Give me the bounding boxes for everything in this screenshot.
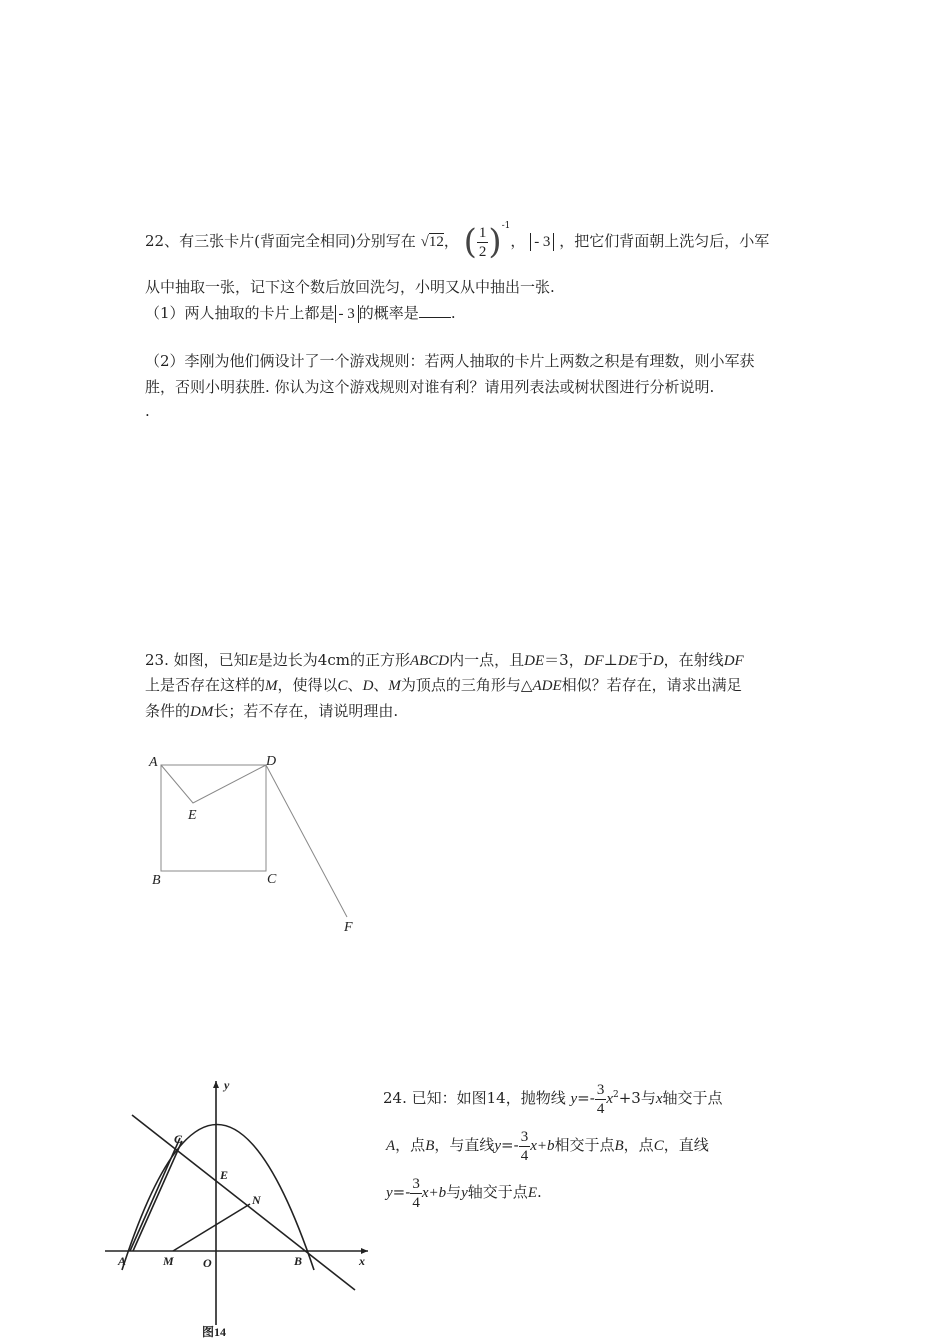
triangle-ade xyxy=(161,765,266,803)
q22-part1: （1）两人抽取的卡片上都是 - 3 的概率是 . xyxy=(145,304,456,322)
label-N: N xyxy=(252,1193,261,1207)
label-E: E xyxy=(188,808,197,823)
q22-part2-line1: （2）李刚为他们俩设计了一个游戏规则：若两人抽取的卡片上两数之积是有理数，则小军获 xyxy=(145,352,755,370)
right-paren: ) xyxy=(488,222,502,262)
label-B: B xyxy=(294,1254,303,1268)
q23-line1: 23. 如图，已知E是边长为4cm的正方形ABCD内一点，且DE＝3，DF⊥DE于D，在射线DF xyxy=(145,651,744,669)
frac-3-4-c: $\frac{3}{4}$ xyxy=(412,1175,420,1211)
fig14-caption: 图14 xyxy=(202,1325,227,1339)
answer-blank[interactable] xyxy=(419,303,451,318)
figure-14 xyxy=(100,1075,380,1343)
label-C: C xyxy=(174,1132,183,1146)
q22-part2-line2: 胜，否则小明获胜. 你认为这个游戏规则对谁有利？请用列表法或树状图进行分析说明. xyxy=(145,378,715,396)
q22-text: 22、有三张卡片(背面完全相同)分别写在 xyxy=(145,232,416,250)
abs-neg-3-p1: - 3 xyxy=(335,305,359,323)
q23-figure xyxy=(140,745,380,945)
frac-3-4-a: $\frac{3}{4}$ xyxy=(596,1081,605,1117)
q22-line1: 22、有三张卡片(背面完全相同)分别写在 √12， ( $\frac{1}{2}$ )$^{-1}$， - 3 ，把它们背面朝上洗匀后，小军 xyxy=(145,221,770,262)
label-C: C xyxy=(267,872,277,887)
label-F: F xyxy=(344,920,353,935)
label-x: x xyxy=(359,1254,365,1268)
label-A: A xyxy=(149,755,158,770)
label-A: A xyxy=(118,1254,127,1268)
line-ac-2 xyxy=(133,1141,182,1251)
left-paren: ( xyxy=(463,222,477,262)
line-ac xyxy=(130,1138,180,1251)
q24-line2: A，点B，与直线y=- $\frac{3}{4}$ x+b相交于点B，点C，直线 xyxy=(386,1128,709,1164)
abs-neg-3: - 3 xyxy=(530,233,554,251)
label-M: M xyxy=(163,1254,174,1268)
q23-line2: 上是否存在这样的M，使得以C、D、M为顶点的三角形与△ADE相似？若存在，请求出满足 xyxy=(145,676,742,694)
q22-text-after: ，把它们背面朝上洗匀后，小军 xyxy=(559,232,770,250)
exponent: -1 xyxy=(501,221,511,231)
q24-line1: 24. 已知：如图14，抛物线 y=- $\frac{3}{4}$ $x^2+3$与x轴交于点 xyxy=(383,1081,723,1117)
frac-half: $\frac{1}{2}$ xyxy=(478,224,487,260)
sqrt-12: √12 xyxy=(420,234,444,250)
y-arrow xyxy=(213,1081,219,1088)
q22-line2: 从中抽取一张，记下这个数后放回洗匀，小明又从中抽出一张. xyxy=(145,278,555,296)
frac-3-4-b: $\frac{3}{4}$ xyxy=(520,1128,529,1164)
ray-df xyxy=(266,765,347,917)
square-abcd xyxy=(161,765,266,871)
label-O: O xyxy=(203,1256,212,1270)
parabola xyxy=(122,1125,314,1271)
label-E: E xyxy=(220,1168,229,1182)
label-D: D xyxy=(266,754,277,769)
q22-dot: . xyxy=(145,402,150,420)
label-y: y xyxy=(224,1078,230,1092)
q23-line3: 条件的DM长；若不存在，请说明理由. xyxy=(145,702,399,720)
label-B: B xyxy=(152,873,161,888)
q24-line3: y=- $\frac{3}{4}$ x+b与y轴交于点E. xyxy=(386,1175,542,1211)
line-mn xyxy=(173,1204,250,1251)
